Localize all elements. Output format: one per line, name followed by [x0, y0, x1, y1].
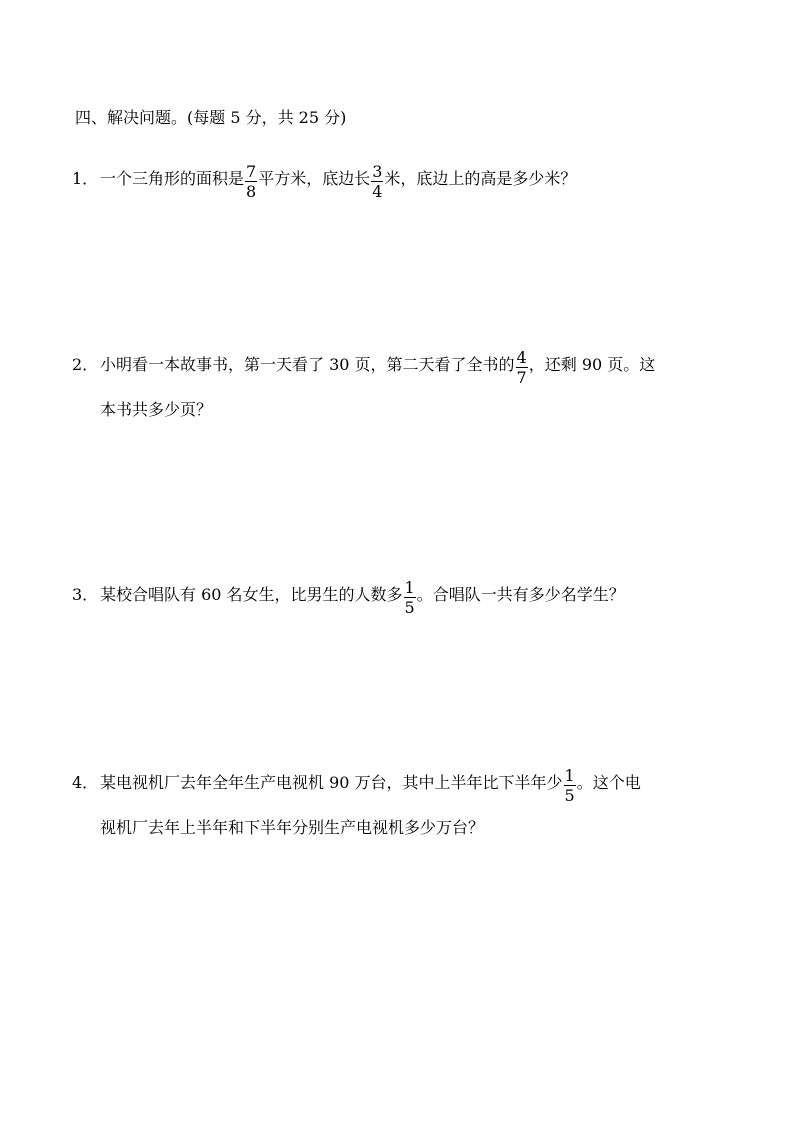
fraction	[371, 162, 383, 201]
question-text: 。合唱队一共有多少名学生？	[416, 585, 625, 604]
question-text: 某校合唱队有 60 名女生，比男生的人数多	[100, 585, 403, 604]
question-number: 2．	[72, 355, 99, 374]
question-number: 1．	[72, 169, 99, 188]
question-number: 3．	[72, 585, 99, 604]
fraction-denominator: 7	[516, 368, 527, 387]
fraction-numerator: 7	[246, 162, 257, 181]
fraction-numerator: 3	[372, 162, 383, 181]
question-2	[72, 346, 655, 385]
question-3	[72, 576, 625, 615]
fraction-denominator: 5	[564, 786, 575, 805]
question-4	[72, 764, 641, 803]
question-text: ，还剩 90 页。这	[528, 355, 656, 374]
question-text: 某电视机厂去年全年生产电视机 90 万台，其中上半年比下半年少	[100, 773, 563, 792]
fraction-numerator: 1	[404, 578, 415, 597]
fraction	[245, 162, 257, 201]
question-number: 4．	[72, 773, 99, 792]
question-4-line-2: 视机厂去年上半年和下半年分别生产电视机多少万台？	[100, 818, 485, 837]
question-2-line-2: 本书共多少页？	[100, 400, 213, 419]
fraction-denominator: 4	[372, 182, 383, 201]
question-text: 小明看一本故事书，第一天看了 30 页，第二天看了全书的	[100, 355, 515, 374]
fraction	[516, 348, 528, 387]
question-text: 一个三角形的面积是	[100, 169, 245, 188]
question-1	[72, 160, 576, 199]
section-title: 四、解决问题。(每题 5 分，共 25 分)	[75, 108, 347, 127]
fraction-numerator: 4	[516, 348, 527, 367]
fraction-numerator: 1	[564, 766, 575, 785]
fraction-denominator: 8	[246, 182, 257, 201]
fraction-denominator: 5	[404, 598, 415, 617]
question-text: 平方米，底边长	[258, 169, 371, 188]
question-text: 米，底边上的高是多少米？	[384, 169, 577, 188]
fraction	[564, 766, 576, 805]
fraction	[404, 578, 416, 617]
question-text: 。这个电	[576, 773, 641, 792]
